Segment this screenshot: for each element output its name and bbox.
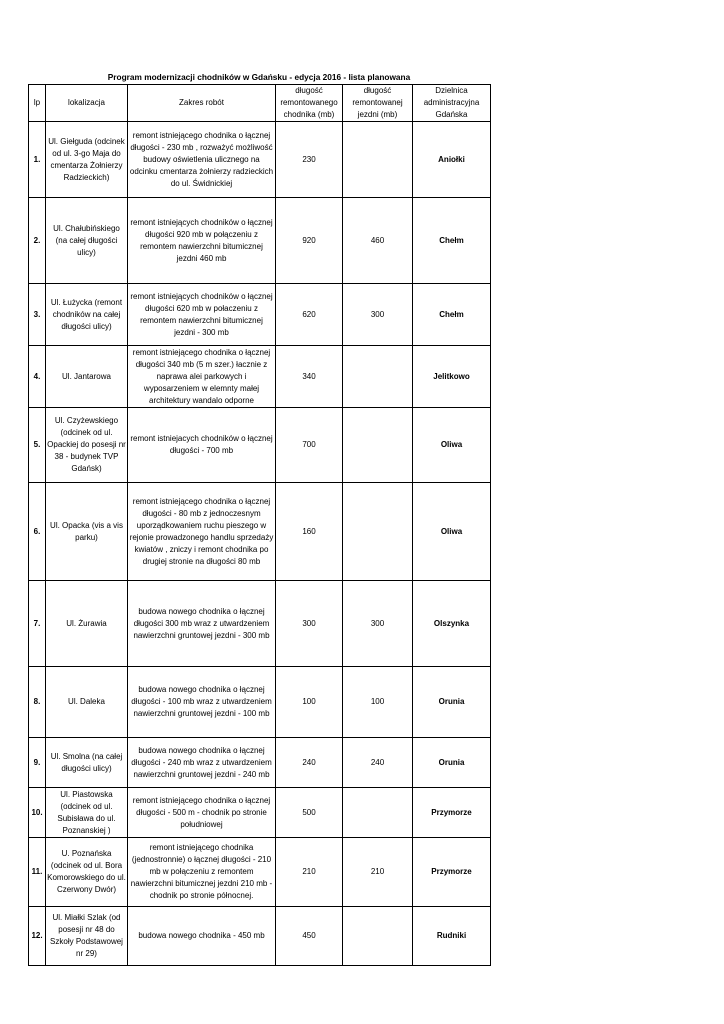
row-road-length: 300 xyxy=(343,581,413,667)
row-road-length xyxy=(343,346,413,408)
row-road-length xyxy=(343,907,413,966)
row-district: Olszynka xyxy=(413,581,491,667)
table-row xyxy=(29,788,491,838)
row-road-length xyxy=(343,122,413,198)
row-road-length: 100 xyxy=(343,667,413,738)
row-lp: 11. xyxy=(29,838,46,907)
row-district: Oliwa xyxy=(413,483,491,581)
row-lp: 2. xyxy=(29,198,46,284)
row-scope: budowa nowego chodnika o łącznej długości 300 mb wraz z utwardzeniem nawierzchni gruntowej jezdni - 300 mb xyxy=(128,581,276,667)
row-sidewalk-length: 500 xyxy=(276,788,343,838)
row-scope: budowa nowego chodnika o łącznej długości - 100 mb wraz z utwardzeniem nawierzchni gruntowej jezdni - 100 mb xyxy=(128,667,276,738)
header-sidewalk-length: długość remontowanego chodnika (mb) xyxy=(276,85,343,122)
row-road-length: 300 xyxy=(343,284,413,346)
row-lp: 9. xyxy=(29,738,46,788)
row-scope: remont istniejącego chodnika o łącznej długości - 500 m - chodnik po stronie południowej xyxy=(128,788,276,838)
row-location: U. Poznańska (odcinek od ul. Bora Komorowskiego do ul. Czerwony Dwór) xyxy=(46,838,128,907)
row-district: Aniołki xyxy=(413,122,491,198)
row-sidewalk-length: 700 xyxy=(276,408,343,483)
row-lp: 12. xyxy=(29,907,46,966)
header-location: lokalizacja xyxy=(46,85,128,122)
row-scope: remont istniejących chodników o łącznej długości 620 mb w połaczeniu z remontem nawierzchni bitumicznej jezdni - 300 mb xyxy=(128,284,276,346)
row-sidewalk-length: 210 xyxy=(276,838,343,907)
table-row xyxy=(29,284,491,346)
row-location: Ul. Łużycka (remont chodników na całej długości ulicy) xyxy=(46,284,128,346)
row-district: Orunia xyxy=(413,667,491,738)
row-location: Ul. Żurawia xyxy=(46,581,128,667)
table-row xyxy=(29,667,491,738)
table-header-row xyxy=(29,85,491,122)
row-district: Przymorze xyxy=(413,838,491,907)
row-district: Przymorze xyxy=(413,788,491,838)
table-row xyxy=(29,738,491,788)
row-sidewalk-length: 920 xyxy=(276,198,343,284)
row-lp: 6. xyxy=(29,483,46,581)
row-sidewalk-length: 300 xyxy=(276,581,343,667)
row-district: Oliwa xyxy=(413,408,491,483)
row-district: Chełm xyxy=(413,198,491,284)
row-road-length xyxy=(343,788,413,838)
row-location: Ul. Piastowska (odcinek od ul. Subisława do ul. Poznanskiej ) xyxy=(46,788,128,838)
row-district: Chełm xyxy=(413,284,491,346)
sidewalk-program-table xyxy=(28,84,491,966)
row-lp: 7. xyxy=(29,581,46,667)
row-scope: budowa nowego chodnika o łącznej długości - 240 mb wraz z utwardzeniem nawierzchni gruntowej jezdni - 240 mb xyxy=(128,738,276,788)
header-district: Dzielnica administracyjna Gdańska xyxy=(413,85,491,122)
row-scope: remont istniejącego chodnika o łącznej długości - 80 mb z jednoczesnym uporządkowaniem ruchu pieszego w rejonie prowadzonego handlu sprzedaży kwiatów , zniczy i remont chodnika po drugiej stronie na długości 80 mb xyxy=(128,483,276,581)
row-sidewalk-length: 450 xyxy=(276,907,343,966)
row-road-length xyxy=(343,483,413,581)
document-title: Program modernizacji chodników w Gdańsku - edycja 2016 - lista planowana xyxy=(107,72,411,82)
row-scope: remont istniejącego chodnika o łącznej długości - 230 mb , rozważyć możliwość budowy oświetlenia ulicznego na odcinku cmentarza żołnierzy radzieckich do ul. Świdnickiej xyxy=(128,122,276,198)
row-sidewalk-length: 230 xyxy=(276,122,343,198)
row-sidewalk-length: 160 xyxy=(276,483,343,581)
row-road-length xyxy=(343,408,413,483)
row-lp: 1. xyxy=(29,122,46,198)
row-scope: budowa nowego chodnika - 450 mb xyxy=(128,907,276,966)
row-district: Orunia xyxy=(413,738,491,788)
row-road-length: 210 xyxy=(343,838,413,907)
row-lp: 4. xyxy=(29,346,46,408)
table-row xyxy=(29,838,491,907)
row-scope: remont istniejącego chodnika o łącznej długości 340 mb (5 m szer.) łacznie z naprawa alei parkowych i wyposarzeniem w elemnty małej architektury wandalo odporne xyxy=(128,346,276,408)
row-location: Ul. Jantarowa xyxy=(46,346,128,408)
row-district: Jelitkowo xyxy=(413,346,491,408)
table-row xyxy=(29,198,491,284)
table-row xyxy=(29,346,491,408)
row-location: Ul. Daleka xyxy=(46,667,128,738)
row-road-length: 460 xyxy=(343,198,413,284)
row-road-length: 240 xyxy=(343,738,413,788)
row-lp: 5. xyxy=(29,408,46,483)
table-row xyxy=(29,408,491,483)
table-row xyxy=(29,122,491,198)
header-scope: Zakres robót xyxy=(128,85,276,122)
row-location: Ul. Chałubińskiego (na całej długości ulicy) xyxy=(46,198,128,284)
row-lp: 8. xyxy=(29,667,46,738)
table-row xyxy=(29,907,491,966)
row-lp: 10. xyxy=(29,788,46,838)
row-sidewalk-length: 340 xyxy=(276,346,343,408)
row-district: Rudniki xyxy=(413,907,491,966)
row-sidewalk-length: 240 xyxy=(276,738,343,788)
row-scope: remont istniejących chodników o łącznej długości 920 mb w połączeniu z remontem nawierzchni bitumicznej jezdni 460 mb xyxy=(128,198,276,284)
row-sidewalk-length: 620 xyxy=(276,284,343,346)
row-scope: remont istniejacych chodników o łącznej długości - 700 mb xyxy=(128,408,276,483)
header-lp: lp xyxy=(29,85,46,122)
row-lp: 3. xyxy=(29,284,46,346)
table-row xyxy=(29,581,491,667)
row-location: Ul. Miałki Szlak (od posesji nr 48 do Szkoły Podstawowej nr 29) xyxy=(46,907,128,966)
header-road-length: długość remontowanej jezdni (mb) xyxy=(343,85,413,122)
row-sidewalk-length: 100 xyxy=(276,667,343,738)
table-row xyxy=(29,483,491,581)
row-location: Ul. Giełguda (odcinek od ul. 3-go Maja do cmentarza Żołnierzy Radzieckich) xyxy=(46,122,128,198)
row-location: Ul. Czyżewskiego (odcinek od ul. Opackiej do posesji nr 38 - budynek TVP Gdańsk) xyxy=(46,408,128,483)
row-location: Ul. Opacka (vis a vis parku) xyxy=(46,483,128,581)
row-location: Ul. Smolna (na całej długości ulicy) xyxy=(46,738,128,788)
row-scope: remont istniejącego chodnika (jednostronnie) o łącznej długości - 210 mb w połączeniu z remontem nawierzchni bitumicznej jezdni 210 mb - chodnik po stronie północnej. xyxy=(128,838,276,907)
